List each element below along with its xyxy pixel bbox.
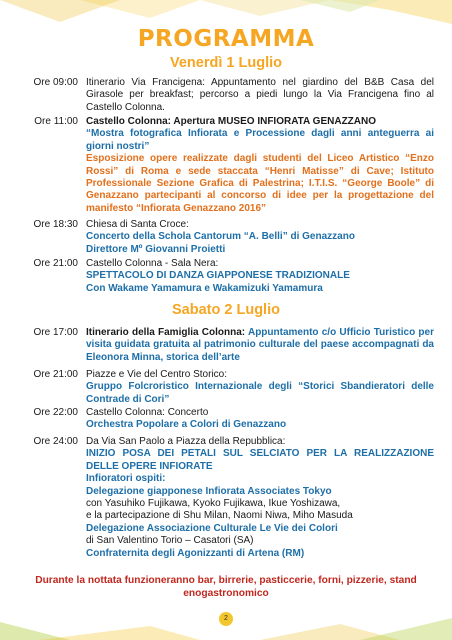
- event-time: Ore 21:00: [33, 258, 78, 269]
- event-text: [86, 327, 434, 364]
- page-title: PROGRAMMA: [137, 26, 315, 52]
- day2-heading: Sabato 2 Luglio: [172, 302, 280, 318]
- event-description: Appuntamento c/o Ufficio Turistico per visita guidata gratuita al patrimonio culturale del paese accompagnati da Eleonora Minna, storica dell’arte: [86, 327, 434, 363]
- page-number-badge: 2: [219, 612, 233, 626]
- guest-names: e la partecipazione di Shu Milan, Naomi Niwa, Miho Masuda: [86, 510, 353, 522]
- event-description: Esposizione opere realizzate dagli studenti del Liceo Artistico “Enzo Rossi” di Roma e sede staccata “Henri Matisse” di Cave; Istituto Professionale Sezione Grafica di Palestrina; I.T.I.S. “George Boole” di Genazzano partecipanti al concorso di idee per la progettazione del manifesto “Infiorata Genazzano 2016”: [86, 153, 434, 214]
- decorative-shapes-top: [0, 0, 452, 26]
- event-title: SPETTACOLO DI DANZA GIAPPONESE TRADIZIONALE: [86, 270, 350, 282]
- event-time: Ore 09:00: [33, 77, 78, 88]
- guest-group: Delegazione giapponese Infiorata Associates Tokyo: [86, 485, 332, 497]
- event-day2-2400: [24, 436, 434, 560]
- event-day2-2100: [24, 369, 434, 406]
- guest-location: di San Valentino Torio – Casatori (SA): [86, 535, 254, 547]
- event-venue: Piazze e Vie del Centro Storico:: [86, 369, 228, 380]
- event-venue: Castello Colonna - Sala Nera:: [86, 258, 219, 269]
- top-decoration: [0, 0, 452, 26]
- event-time: Ore 24:00: [33, 436, 78, 447]
- event-subtitle: Con Wakame Yamamura e Wakamizuki Yamamura: [86, 282, 323, 294]
- event-title: “Mostra fotografica Infiorata e Processione dagli anni anteguerra ai giorni nostri”: [86, 128, 434, 152]
- event-text: Itinerario Via Francigena: Appuntamento nel giardino del B&B Casa del Girasole per breakfast; percorso a piedi lungo la Via Francigena fino al Castello Colonna.: [86, 77, 434, 113]
- event-title: INIZIO POSA DEI PETALI SUL SELCIATO PER LA REALIZZAZIONE DELLE OPERE INFIORATE: [86, 448, 434, 472]
- closing-note: Durante la nottata funzioneranno bar, birrerie, pasticcerie, forni, pizzerie, stand enogastronomico: [35, 575, 417, 599]
- event-time: Ore 18:30: [33, 219, 78, 230]
- guests-heading: Infioratori ospiti:: [86, 473, 166, 485]
- event-title: Orchestra Popolare a Colori di Genazzano: [86, 419, 287, 431]
- event-day1-1830: [24, 219, 434, 256]
- event-venue: Castello Colonna: Apertura MUSEO INFIORATA GENAZZANO: [86, 116, 377, 127]
- guest-group: Confraternita degli Agonizzanti di Artena (RM): [86, 547, 305, 559]
- event-venue: Chiesa di Santa Croce:: [86, 219, 189, 230]
- event-day1-1100: [24, 116, 434, 215]
- day1-heading: Venerdì 1 Luglio: [170, 55, 282, 71]
- event-time: Ore 22:00: [33, 407, 78, 418]
- event-venue: Castello Colonna: Concerto: [86, 407, 209, 418]
- event-venue: Itinerario della Famiglia Colonna:: [86, 327, 248, 338]
- event-subtitle: Direttore Mº Giovanni Proietti: [86, 243, 226, 255]
- event-time: Ore 11:00: [34, 116, 78, 127]
- event-day1-2100: [24, 258, 434, 295]
- event-time: Ore 17:00: [33, 327, 78, 338]
- event-title: Gruppo Folcroristico Internazionale degli “Storici Sbandieratori delle Contrade di Cori”: [86, 381, 434, 405]
- guest-group: Delegazione Associazione Culturale Le Vie dei Colori: [86, 522, 338, 534]
- event-day1-0900: [24, 77, 434, 114]
- event-venue: Da Via San Paolo a Piazza della Repubblica:: [86, 436, 286, 447]
- guest-names: con Yasuhiko Fujikawa, Kyoko Fujikawa, Ikue Yoshizawa,: [86, 498, 341, 510]
- event-day2-2200: [24, 407, 434, 432]
- event-time: Ore 21:00: [33, 369, 78, 380]
- event-day2-1700: [24, 327, 434, 364]
- event-title: Concerto della Schola Cantorum “A. Belli” di Genazzano: [86, 231, 355, 243]
